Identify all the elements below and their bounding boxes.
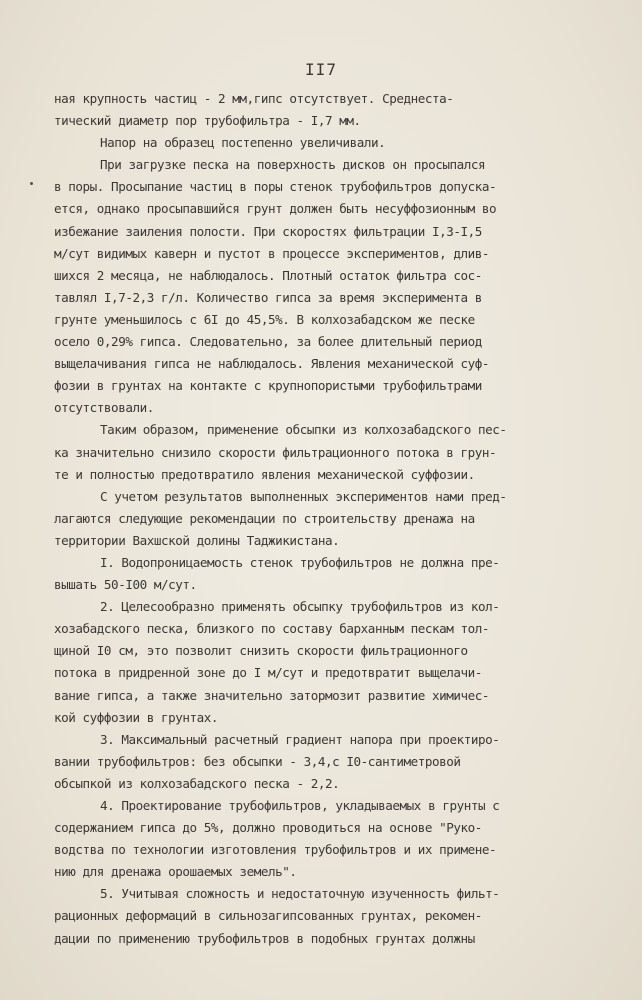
text-line: в поры. Просыпание частиц в поры стенок трубофильтров допуска- bbox=[54, 179, 497, 195]
text-line: Напор на образец постепенно увеличивали. bbox=[100, 135, 386, 151]
text-line: тавлял I,7-2,3 г/л. Количество гипса за время эксперимента в bbox=[54, 289, 482, 305]
text-line: дации по применению трубофильтров в подобных грунтах должны bbox=[54, 930, 475, 946]
margin-dot bbox=[30, 182, 33, 185]
text-line: фозии в грунтах на контакте с крупнопористыми трубофильтрами bbox=[54, 378, 482, 394]
text-line: шихся 2 месяца, не наблюдалось. Плотный остаток фильтра сос- bbox=[54, 267, 482, 283]
text-line: ная крупность частиц - 2 мм,гипс отсутствует. Среднеста- bbox=[54, 91, 454, 106]
page-number: II7 bbox=[305, 60, 337, 79]
text-line: При загрузке песка на поверхность дисков он просыпался bbox=[100, 157, 486, 173]
text-line: 3. Максимальный расчетный градиент напора при проектиро- bbox=[100, 731, 500, 747]
text-line: м/сут видимых каверн и пустот в процессе экспериментов, длив- bbox=[54, 245, 490, 261]
text-line: избежание заиления полости. При скоростях фильтрации I,3-I,5 bbox=[54, 223, 482, 239]
text-line: 4. Проектирование трубофильтров, укладываемых в грунты с bbox=[100, 798, 500, 813]
text-line: осело 0,29% гипса. Следовательно, за более длительный период bbox=[54, 334, 482, 350]
text-line: ется, однако просыпавшийся грунт должен быть несуффозионным во bbox=[54, 201, 497, 217]
text-line: кой суффозии в грунтах. bbox=[54, 709, 219, 725]
text-line: рационных деформаций в сильнозагипсованных грунтах, рекомен- bbox=[54, 908, 482, 924]
text-line: вание гипса, а также значительно затормозит развитие химичес- bbox=[54, 687, 490, 703]
text-line: С учетом результатов выполненных экспериментов нами пред- bbox=[100, 488, 507, 504]
text-line: обсыпкой из колхозабадского песка - 2,2. bbox=[54, 775, 340, 791]
text-line: содержанием гипса до 5%, должно проводиться на основе "Руко- bbox=[54, 820, 482, 836]
text-line: потока в придренной зоне до I м/сут и предотвратит выщелачи- bbox=[54, 665, 482, 681]
text-line: выщелачивания гипса не наблюдалось. Явления механической суф- bbox=[54, 356, 490, 372]
text-line: отсутствовали. bbox=[54, 400, 154, 416]
text-line: грунте уменьшилось с 6I до 45,5%. В колхозабадском же песке bbox=[54, 311, 475, 327]
text-line: 5. Учитывая сложность и недостаточную изученность фильт- bbox=[100, 886, 500, 902]
body-text bbox=[54, 88, 614, 950]
text-line: тический диаметр пор трубофильтра - I,7 мм. bbox=[54, 113, 361, 129]
text-line: территории Вахшской долины Таджикистана. bbox=[54, 532, 340, 548]
text-line: лагаются следующие рекомендации по строительству дренажа на bbox=[54, 510, 475, 526]
text-line: щиной I0 см, это позволит снизить скорости фильтрационного bbox=[54, 643, 468, 659]
text-line: те и полностью предотвратило явления механической суффозии. bbox=[54, 466, 475, 482]
text-line: водства по технологии изготовления трубофильтров и их примене- bbox=[54, 842, 497, 858]
text-line: хозабадского песка, близкого по составу барханным пескам тол- bbox=[54, 621, 490, 637]
text-line: ка значительно снизило скорости фильтрационного потока в грун- bbox=[54, 444, 497, 460]
text-line: вышать 50-I00 м/сут. bbox=[54, 577, 197, 593]
text-line: вании трубофильтров: без обсыпки - 3,4,с I0-сантиметровой bbox=[54, 753, 461, 769]
text-line: нию для дренажа орошаемых земель". bbox=[54, 864, 297, 880]
text-line: 2. Целесообразно применять обсыпку трубофильтров из кол- bbox=[100, 599, 500, 615]
text-line: Таким образом, применение обсыпки из колхозабадского пес- bbox=[100, 422, 507, 438]
text-line: I. Водопроницаемость стенок трубофильтров не должна пре- bbox=[100, 554, 500, 570]
